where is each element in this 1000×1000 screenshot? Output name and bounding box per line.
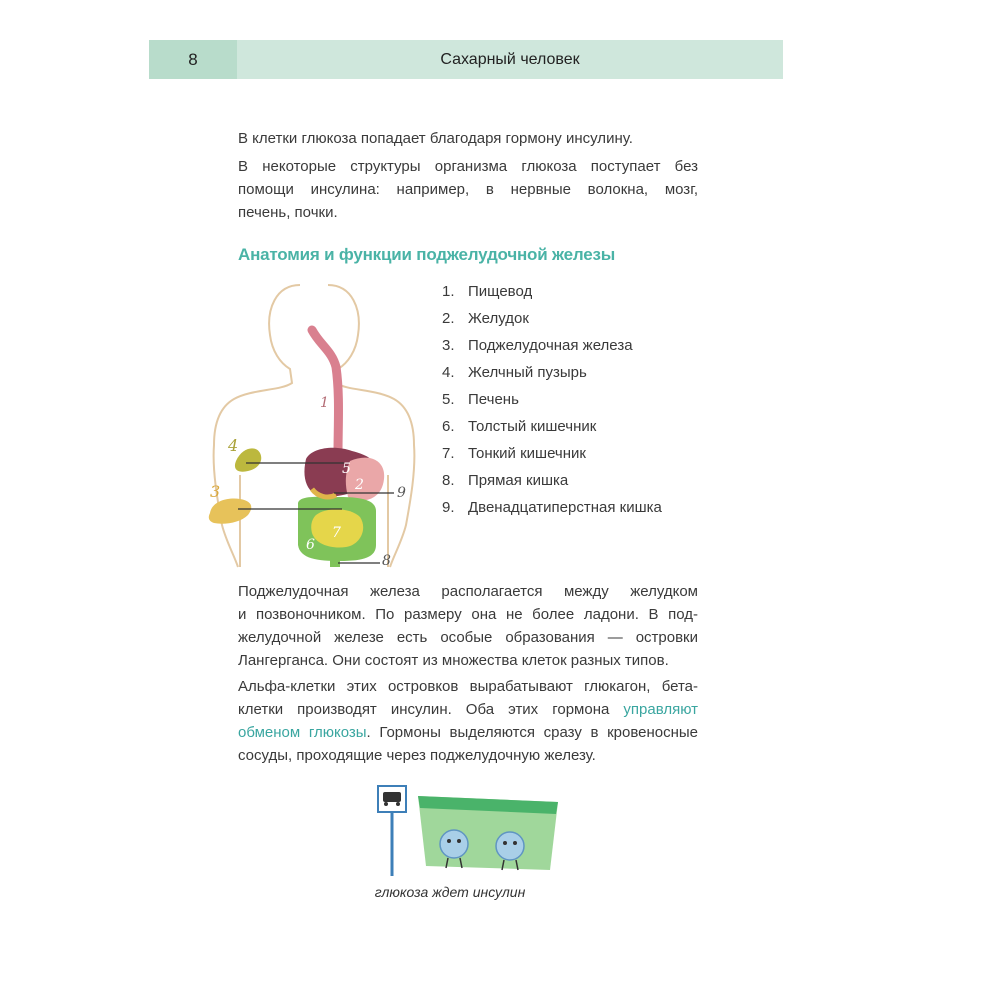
bus-stop-illustration — [370, 780, 570, 880]
organ-legend — [442, 282, 662, 525]
legend-item — [442, 309, 662, 336]
legend-label: Желудок — [468, 310, 529, 327]
text-line: Альфа-клетки этих островков вырабатывают глюкагон, бета- — [238, 678, 698, 695]
legend-number: 2. — [442, 310, 455, 327]
diagram-label-6: 6 — [306, 537, 315, 553]
legend-label: Двенадцатиперстная кишка — [468, 499, 662, 516]
legend-item — [442, 363, 662, 390]
text-line: желудочной железе есть особые образования — островки — [238, 629, 698, 646]
page-number: 8 — [149, 40, 237, 79]
legend-item — [442, 417, 662, 444]
text-line: и позвоночником. По размеру она не более ладони. В под- — [238, 606, 698, 623]
text-line: сосуды, проходящие через поджелудочную железу. — [238, 747, 596, 764]
legend-number: 9. — [442, 499, 455, 516]
legend-label: Желчный пузырь — [468, 364, 587, 381]
legend-item — [442, 282, 662, 309]
legend-number: 5. — [442, 391, 455, 408]
diagram-label-1: 1 — [320, 395, 329, 411]
esophagus-shape — [312, 330, 339, 453]
legend-number: 8. — [442, 472, 455, 489]
legend-item — [442, 471, 662, 498]
text-span: клетки производят инсулин. Оба этих гормона — [238, 701, 624, 718]
legend-label: Прямая кишка — [468, 472, 569, 489]
section-title: Анатомия и функции поджелудочной железы — [238, 245, 616, 264]
text-line: печень, почки. — [238, 204, 338, 221]
diagram-label-7: 7 — [332, 525, 341, 541]
legend-number: 4. — [442, 364, 455, 381]
intro-paragraph-2 — [238, 155, 698, 224]
legend-label: Тонкий кишечник — [468, 445, 586, 462]
body-paragraph-1 — [238, 580, 698, 672]
legend-number: 3. — [442, 337, 455, 354]
text-span: . Гормоны выделяются сразу в кровеносные — [366, 724, 698, 741]
legend-item — [442, 444, 662, 471]
intro-paragraph-1 — [238, 127, 698, 150]
text-line: Поджелудочная железа располагается между желудком — [238, 583, 698, 600]
link-manage-glucose[interactable]: управляют — [623, 701, 698, 718]
legend-number: 7. — [442, 445, 455, 462]
legend-label: Пищевод — [468, 283, 533, 300]
text-line: В некоторые структуры организма глюкоза поступает без — [238, 158, 698, 175]
diagram-label-2: 2 — [355, 477, 364, 493]
legend-item — [442, 336, 662, 363]
legend-item — [442, 390, 662, 417]
running-header — [149, 40, 783, 79]
running-title: Сахарный человек — [440, 50, 580, 68]
body-paragraph-2 — [238, 675, 698, 767]
legend-label: Печень — [468, 391, 519, 408]
diagram-label-4: 4 — [228, 436, 239, 455]
diagram-label-3: 3 — [210, 482, 221, 501]
diagram-label-5: 5 — [342, 461, 351, 477]
text-line: В клетки глюкоза попадает благодаря гормону инсулину. — [238, 130, 633, 147]
legend-number: 6. — [442, 418, 455, 435]
link-glucose-metabolism[interactable]: обменом глюкозы — [238, 724, 367, 741]
text-line: Лангерганса. Они состоят из множества клеток разных типов. — [238, 652, 669, 669]
stomach-shape — [346, 458, 384, 501]
legend-number: 1. — [442, 283, 455, 300]
illustration-caption: глюкоза ждет инсулин — [374, 884, 526, 900]
diagram-label-8: 8 — [382, 553, 391, 569]
diagram-label-9: 9 — [397, 485, 406, 501]
gallbladder-shape — [235, 448, 261, 471]
text-line — [238, 721, 698, 744]
legend-label: Поджелудочная железа — [468, 337, 633, 354]
anatomy-diagram — [200, 275, 430, 575]
text-line — [238, 698, 698, 721]
legend-item — [442, 498, 662, 525]
legend-label: Толстый кишечник — [468, 418, 597, 435]
text-line: помощи инсулина: например, в нервные волокна, мозг, — [238, 181, 698, 198]
pancreas-shape — [209, 499, 251, 524]
